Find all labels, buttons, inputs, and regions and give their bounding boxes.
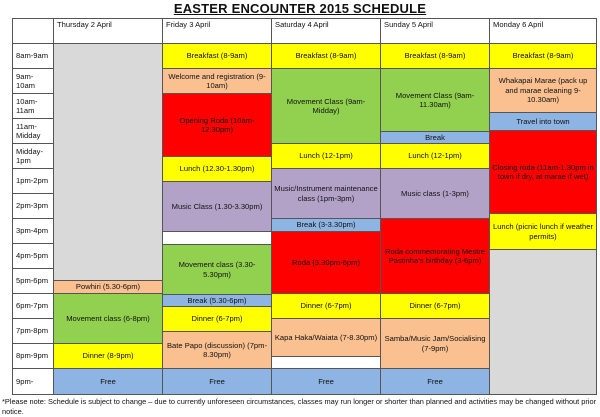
time-slot: 8am-9am bbox=[12, 43, 54, 69]
event-thursday-dinner: Dinner (8-9pm) bbox=[53, 343, 163, 369]
schedule-grid bbox=[12, 18, 597, 395]
time-slot: 8pm-9pm bbox=[12, 343, 54, 369]
event-welcome: Welcome and registration (9-10am) bbox=[162, 68, 272, 94]
event-monday-breakfast: Breakfast (8-9am) bbox=[489, 43, 597, 69]
footnote: *Please note: Schedule is subject to change – due to currently unforeseen circumstances, classes may run longer or shorter than planned and activities may be changed without prior notice. bbox=[2, 397, 597, 416]
time-slot: 3pm-4pm bbox=[12, 218, 54, 244]
time-slot: Midday-1pm bbox=[12, 143, 54, 169]
event-thursday-movement: Movement class (6-8pm) bbox=[53, 293, 163, 344]
event-friday-break: Break (5.30-6pm) bbox=[162, 294, 272, 307]
event-friday-music: Music Class (1.30-3.30pm) bbox=[162, 181, 272, 232]
event-saturday-roda: Roda (3.30pm-6pm) bbox=[271, 231, 381, 294]
time-slot: 7pm-8pm bbox=[12, 318, 54, 344]
event-travel: Travel into town bbox=[489, 112, 597, 131]
time-slot: 1pm-2pm bbox=[12, 168, 54, 194]
time-slot: 10am-11am bbox=[12, 93, 54, 119]
event-friday-lunch: Lunch (12.30-1.30pm) bbox=[162, 156, 272, 182]
event-saturday-dinner: Dinner (6-7pm) bbox=[271, 293, 381, 319]
monday-unscheduled bbox=[489, 249, 597, 395]
event-saturday-break: Break (3-3.30pm) bbox=[271, 218, 381, 232]
day-header-saturday: Saturday 4 April bbox=[271, 18, 381, 44]
day-header-thursday: Thursday 2 April bbox=[53, 18, 163, 44]
page-title: EASTER ENCOUNTER 2015 SCHEDULE bbox=[173, 1, 427, 16]
event-sunday-lunch: Lunch (12-1pm) bbox=[380, 143, 490, 169]
event-saturday-movement: Movement Class (9am-Midday) bbox=[271, 68, 381, 144]
friday-gap bbox=[162, 231, 272, 245]
time-slot: 9am-10am bbox=[12, 68, 54, 94]
event-thursday-free: Free bbox=[53, 368, 163, 395]
event-sunday-music: Music class (1-3pm) bbox=[380, 168, 490, 219]
event-saturday-free: Free bbox=[271, 368, 381, 395]
time-slot: 4pm-5pm bbox=[12, 243, 54, 269]
event-saturday-lunch: Lunch (12-1pm) bbox=[271, 143, 381, 169]
time-slot: 9pm- bbox=[12, 368, 54, 395]
event-sunday-roda: Roda commemorating Mestre Pastinha's birthday (3-6pm) bbox=[380, 218, 490, 294]
event-saturday-music: Music/Instrument maintenance class (1pm-3pm) bbox=[271, 168, 381, 219]
event-kapa-haka: Kapa Haka/Waiata (7-8.30pm) bbox=[271, 318, 381, 357]
event-sunday-dinner: Dinner (6-7pm) bbox=[380, 293, 490, 319]
event-saturday-breakfast: Breakfast (8-9am) bbox=[271, 43, 381, 69]
thursday-unscheduled bbox=[53, 43, 163, 281]
event-friday-free: Free bbox=[162, 368, 272, 395]
corner-cell bbox=[12, 18, 54, 44]
time-slot: 5pm-6pm bbox=[12, 268, 54, 294]
event-bate-papo: Bate Papo (discussion) (7pm-8.30pm) bbox=[162, 331, 272, 369]
event-friday-movement: Movement class (3.30-5.30pm) bbox=[162, 244, 272, 295]
event-samba: Samba/Music Jam/Socialising (7-9pm) bbox=[380, 318, 490, 369]
event-closing-roda: Closing roda (11am-1.30pm in town if dry, at marae if wet) bbox=[489, 130, 597, 214]
event-sunday-break: Break bbox=[380, 131, 490, 144]
day-header-sunday: Sunday 5 April bbox=[380, 18, 490, 44]
event-friday-dinner: Dinner (6-7pm) bbox=[162, 306, 272, 332]
time-slot: 2pm-3pm bbox=[12, 193, 54, 219]
day-header-friday: Friday 3 April bbox=[162, 18, 272, 44]
event-sunday-breakfast: Breakfast (8-9am) bbox=[380, 43, 490, 69]
event-opening-roda: Opening Roda (10am-12.30pm) bbox=[162, 93, 272, 157]
day-header-monday: Monday 6 April bbox=[489, 18, 597, 44]
event-sunday-free: Free bbox=[380, 368, 490, 395]
time-slot: 6pm-7pm bbox=[12, 293, 54, 319]
event-sunday-movement: Movement Class (9am-11.30am) bbox=[380, 68, 490, 132]
event-monday-lunch: Lunch (picnic lunch if weather permits) bbox=[489, 213, 597, 250]
event-powhiri: Powhiri (5.30-6pm) bbox=[53, 280, 163, 294]
event-whakapai-marae: Whakapai Marae (pack up and marae cleaning 9-10.30am) bbox=[489, 68, 597, 113]
event-friday-breakfast: Breakfast (8-9am) bbox=[162, 43, 272, 69]
time-slot: 11am-Midday bbox=[12, 118, 54, 144]
